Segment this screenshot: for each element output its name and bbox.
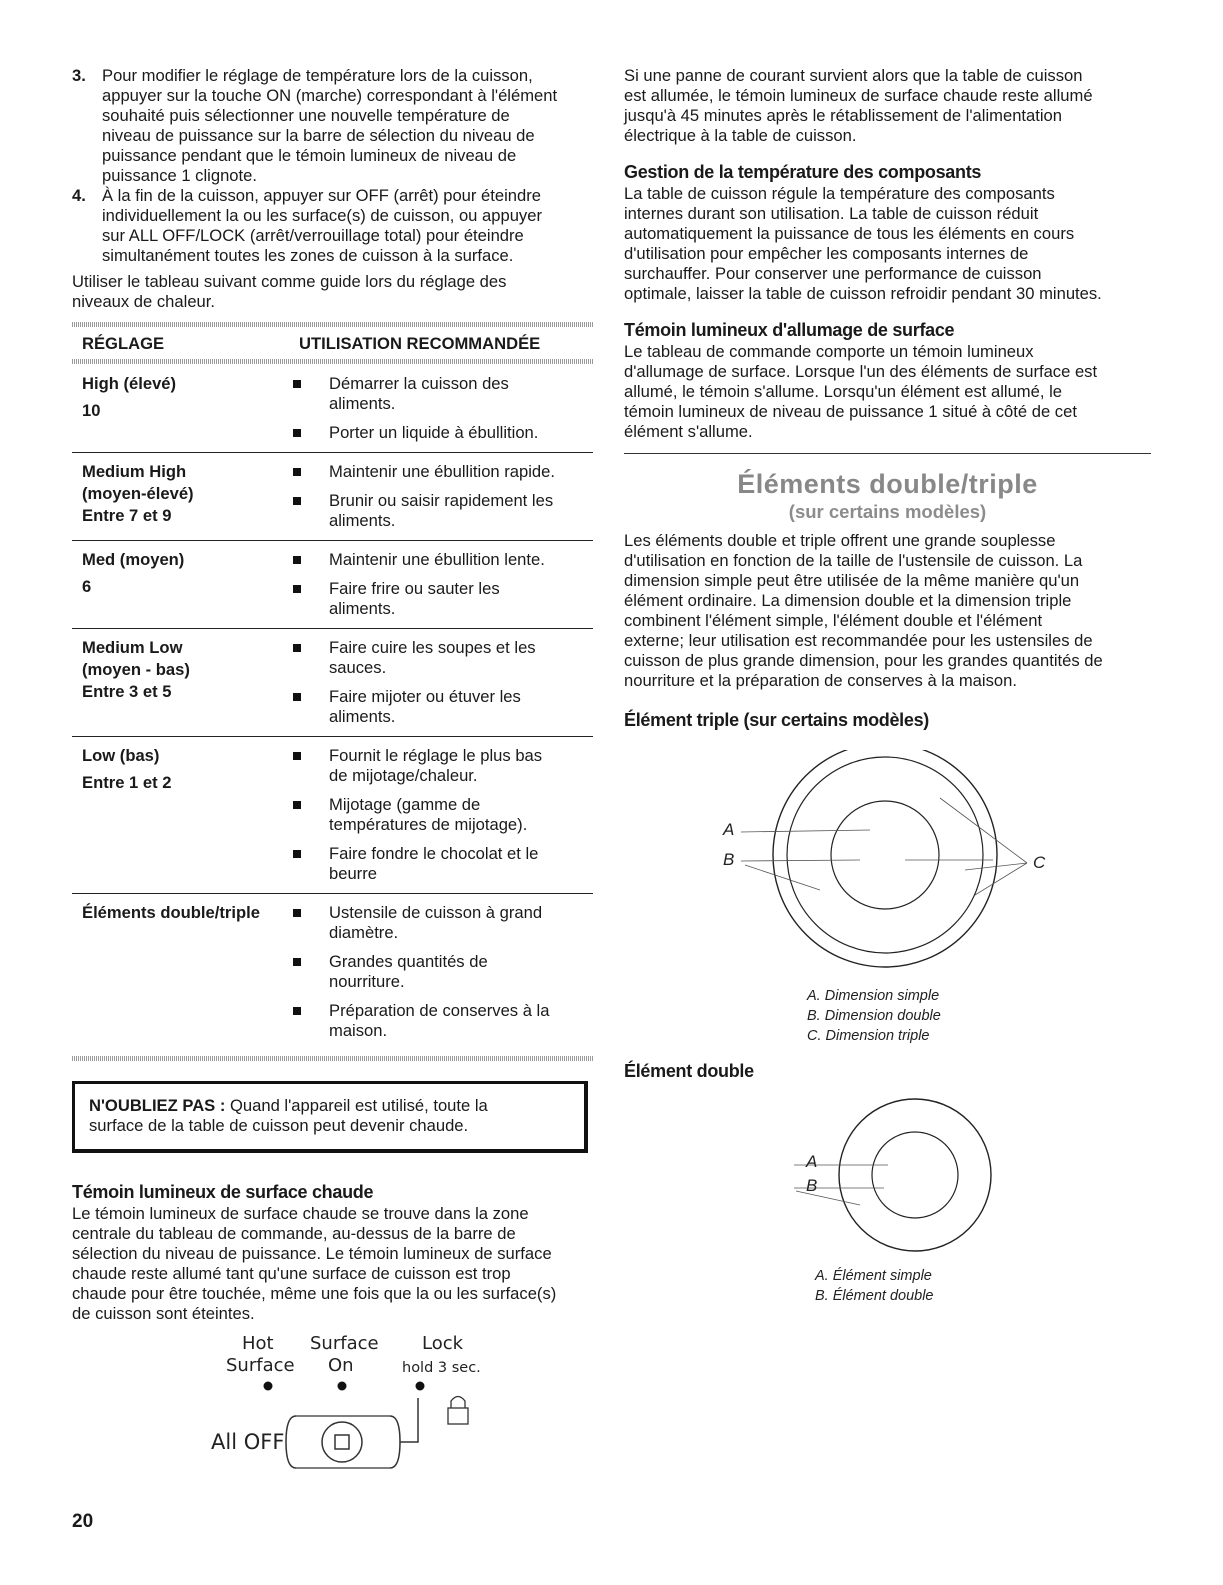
setting-label bbox=[82, 746, 289, 884]
text-line: Pour modifier le réglage de température lors de la cuisson, bbox=[102, 66, 533, 85]
list-item bbox=[289, 844, 593, 884]
setting-label bbox=[82, 462, 289, 531]
reminder-line bbox=[89, 1096, 570, 1116]
section-heading: Témoin lumineux de surface chaude bbox=[72, 1182, 374, 1202]
table-intro bbox=[72, 272, 594, 312]
item-line: aliments. bbox=[329, 394, 396, 413]
double-triple-paragraph bbox=[624, 531, 1151, 691]
usage-list bbox=[289, 550, 593, 619]
text-line: La table de cuisson régule la température des composants bbox=[624, 184, 1055, 203]
text-line: nourriture et la préparation de conserves à la maison. bbox=[624, 671, 1017, 690]
setting-label bbox=[82, 638, 289, 727]
section-subtitle: (sur certains modèles) bbox=[788, 501, 987, 522]
lock-label: Lock bbox=[422, 1333, 464, 1354]
step-number: 4. bbox=[72, 186, 86, 205]
double-ring bbox=[839, 1099, 991, 1251]
text-line: est allumée, le témoin lumineux de surface chaude reste allumé bbox=[624, 86, 1093, 105]
item-line: Ustensile de cuisson à grand bbox=[329, 903, 543, 922]
surface-on-label: Surface bbox=[310, 1333, 379, 1354]
item-line: Fournit le réglage le plus bas bbox=[329, 746, 543, 765]
text-line: internes durant son utilisation. La table de cuisson réduit bbox=[624, 204, 1039, 223]
text-line: automatiquement la puissance de tous les éléments en cours bbox=[624, 224, 1075, 243]
table-row bbox=[72, 628, 593, 736]
text-line: appuyer sur la touche ON (marche) correspondant à l'élément bbox=[102, 86, 558, 105]
list-item bbox=[289, 550, 593, 570]
text-line: électrique à la table de cuisson. bbox=[624, 126, 857, 145]
item-line: aliments. bbox=[329, 599, 396, 618]
item-line: aliments. bbox=[329, 511, 396, 530]
text-line: Si une panne de courant survient alors que la table de cuisson bbox=[624, 66, 1083, 85]
bullet-icon bbox=[293, 801, 301, 809]
text-line: d'utilisation pour empêcher les composants internes de bbox=[624, 244, 1029, 263]
reminder-text: Quand l'appareil est utilisé, toute la bbox=[225, 1096, 488, 1115]
simple-ring bbox=[831, 801, 939, 909]
right-column bbox=[624, 66, 1151, 732]
label-line: Medium High bbox=[82, 462, 187, 481]
text-line: jusqu'à 45 minutes après le rétablissement de l'alimentation bbox=[624, 106, 1063, 125]
label-b: B bbox=[806, 1176, 818, 1195]
reminder-text: surface de la table de cuisson peut devenir chaude. bbox=[89, 1116, 469, 1135]
item-line: diamètre. bbox=[329, 923, 399, 942]
text-line: dimension simple peut être utilisée de la même manière qu'un bbox=[624, 571, 1080, 590]
double-caption bbox=[815, 1266, 934, 1306]
item-line: Faire cuire les soupes et les bbox=[329, 638, 536, 657]
text-line: chaude reste allumé tant qu'une surface de cuisson est trop bbox=[72, 1264, 511, 1283]
table-row bbox=[72, 893, 593, 1050]
section-heading: Élément double bbox=[624, 1061, 754, 1081]
bullet-icon bbox=[293, 693, 301, 701]
text-line: chaude pour être touchée, même une fois que la ou les surface(s) bbox=[72, 1284, 557, 1303]
text-line: Les éléments double et triple offrent une grande souplesse bbox=[624, 531, 1056, 550]
text-line: de cuisson sont éteintes. bbox=[72, 1304, 255, 1323]
bullet-icon bbox=[293, 468, 301, 476]
label-line: Medium Low bbox=[82, 638, 183, 657]
caption-line: B. Dimension double bbox=[807, 1008, 941, 1024]
label-line: Entre 7 et 9 bbox=[82, 506, 172, 525]
text-line: niveaux de chaleur. bbox=[72, 292, 215, 311]
hot-surface-section bbox=[72, 1181, 594, 1324]
text-line: puissance 1 clignote. bbox=[102, 166, 257, 185]
all-off-label: All OFF bbox=[211, 1430, 285, 1454]
text-line: puissance pendant que le témoin lumineux de niveau de bbox=[102, 146, 517, 165]
label-b: B bbox=[723, 850, 735, 869]
text-line: externe; leur utilisation est recommandée pour les ustensiles de bbox=[624, 631, 1093, 650]
text-line: élément ordinaire. La dimension double et la dimension triple bbox=[624, 591, 1072, 610]
list-item bbox=[289, 423, 593, 443]
label-line: (moyen - bas) bbox=[82, 660, 190, 679]
list-item bbox=[289, 795, 593, 835]
usage-list bbox=[289, 638, 593, 727]
text-line: d'allumage de surface. Lorsque l'un des éléments de surface est bbox=[624, 362, 1098, 381]
section-heading: Élément triple (sur certains modèles) bbox=[624, 710, 929, 730]
label-line: High (élevé) bbox=[82, 374, 177, 393]
caption-line: B. Élément double bbox=[815, 1288, 934, 1304]
bullet-icon bbox=[293, 497, 301, 505]
bullet-icon bbox=[293, 909, 301, 917]
bullet-icon bbox=[293, 380, 301, 388]
text-line: surchauffer. Pour conserver une performance de cuisson bbox=[624, 264, 1042, 283]
heat-settings-table bbox=[72, 322, 593, 1061]
text-line: sélection du niveau de puissance. Le témoin lumineux de surface bbox=[72, 1244, 552, 1263]
indicator-light-paragraph bbox=[624, 342, 1151, 442]
bullet-icon bbox=[293, 556, 301, 564]
text-line: Le témoin lumineux de surface chaude se trouve dans la zone bbox=[72, 1204, 529, 1223]
item-line: Brunir ou saisir rapidement les bbox=[329, 491, 554, 510]
usage-list bbox=[289, 903, 593, 1041]
list-item bbox=[289, 952, 593, 992]
list-item bbox=[289, 374, 593, 414]
left-column bbox=[72, 66, 594, 312]
list-item bbox=[289, 462, 593, 482]
item-line: Grandes quantités de bbox=[329, 952, 488, 971]
bullet-icon bbox=[293, 850, 301, 858]
label-line: 6 bbox=[82, 577, 92, 596]
bullet-icon bbox=[293, 644, 301, 652]
item-line: Faire fondre le chocolat et le bbox=[329, 844, 539, 863]
table-header bbox=[72, 327, 593, 359]
table-row bbox=[72, 540, 593, 628]
usage-list bbox=[289, 462, 593, 531]
caption-line: A. Dimension simple bbox=[807, 988, 940, 1004]
text-line: témoin lumineux de niveau de puissance 1 situé à côté de cet bbox=[624, 402, 1077, 421]
text-line: À la fin de la cuisson, appuyer sur OFF (arrêt) pour éteindre bbox=[102, 186, 542, 205]
item-line: températures de mijotage). bbox=[329, 815, 528, 834]
text-line: centrale du tableau de commande, au-dessus de la barre de bbox=[72, 1224, 516, 1243]
caption-line: A. Élément simple bbox=[815, 1268, 932, 1284]
simple-ring bbox=[872, 1132, 958, 1218]
text-line: souhaité puis sélectionner une nouvelle température de bbox=[102, 106, 510, 125]
text-line: optimale, laisser la table de cuisson refroidir pendant 30 minutes. bbox=[624, 284, 1102, 303]
temperature-paragraph bbox=[624, 184, 1151, 304]
section-heading: Témoin lumineux d'allumage de surface bbox=[624, 320, 955, 340]
column-header-setting: RÉGLAGE bbox=[82, 334, 165, 353]
item-line: Maintenir une ébullition lente. bbox=[329, 550, 545, 569]
table-row bbox=[72, 736, 593, 893]
label-line: Entre 1 et 2 bbox=[82, 773, 172, 792]
caption-line: C. Dimension triple bbox=[807, 1028, 930, 1044]
text-line: simultanément toutes les zones de cuisson à la surface. bbox=[102, 246, 514, 265]
label-line: Low (bas) bbox=[82, 746, 160, 765]
text-line: élément s'allume. bbox=[624, 422, 753, 441]
item-line: aliments. bbox=[329, 707, 396, 726]
bullet-icon bbox=[293, 1007, 301, 1015]
text-line: cuisson de plus grande dimension, pour les grandes quantités de bbox=[624, 651, 1103, 670]
label-line: Éléments double/triple bbox=[82, 903, 260, 922]
text-line: combinent l'élément simple, l'élément double et l'élément bbox=[624, 611, 1043, 630]
hot-surface-label: Hot bbox=[242, 1333, 274, 1354]
setting-label bbox=[82, 550, 289, 619]
label-line: Entre 3 et 5 bbox=[82, 682, 172, 701]
triple-element-diagram bbox=[715, 750, 1055, 970]
section-heading: Gestion de la température des composants bbox=[624, 162, 982, 182]
triple-caption bbox=[807, 986, 941, 1046]
item-line: Mijotage (gamme de bbox=[329, 795, 481, 814]
table-row bbox=[72, 364, 593, 452]
double-ring bbox=[787, 757, 983, 953]
label-a: A bbox=[806, 1152, 818, 1171]
item-line: de mijotage/chaleur. bbox=[329, 766, 478, 785]
label-line: (moyen-élevé) bbox=[82, 484, 194, 503]
lock-hold-label: hold 3 sec. bbox=[402, 1360, 481, 1376]
bullet-icon bbox=[293, 429, 301, 437]
text-line: d'utilisation en fonction de la taille de l'ustensile de cuisson. La bbox=[624, 551, 1083, 570]
indicator-dot bbox=[264, 1382, 273, 1391]
reminder-label: N'OUBLIEZ PAS : bbox=[89, 1096, 226, 1115]
surface-on-label: On bbox=[328, 1355, 354, 1376]
item-line: Faire frire ou sauter les bbox=[329, 579, 500, 598]
divider bbox=[72, 1056, 593, 1061]
section-title: Éléments double/triple bbox=[737, 469, 1038, 499]
step-number: 3. bbox=[72, 66, 86, 85]
setting-label bbox=[82, 903, 289, 1041]
usage-list bbox=[289, 374, 593, 443]
list-item bbox=[289, 1001, 593, 1041]
table-row bbox=[72, 452, 593, 540]
control-panel-illustration bbox=[200, 1330, 500, 1480]
text-line: allumé, le témoin s'allume. Lorsqu'un élément est allumé, le bbox=[624, 382, 1062, 401]
item-line: beurre bbox=[329, 864, 377, 883]
item-line: Porter un liquide à ébullition. bbox=[329, 423, 539, 442]
text-line: niveau de puissance sur la barre de sélection du niveau de bbox=[102, 126, 535, 145]
bullet-icon bbox=[293, 752, 301, 760]
setting-label bbox=[82, 374, 289, 443]
page-number: 20 bbox=[72, 1511, 94, 1532]
text-line: individuellement la ou les surface(s) de cuisson, ou appuyer bbox=[102, 206, 542, 225]
item-line: Démarrer la cuisson des bbox=[329, 374, 509, 393]
list-item bbox=[289, 491, 593, 531]
indicator-dot bbox=[338, 1382, 347, 1391]
text-line: Utiliser le tableau suivant comme guide lors du réglage des bbox=[72, 272, 507, 291]
step-4 bbox=[72, 186, 594, 266]
list-item bbox=[289, 687, 593, 727]
label-c: C bbox=[1033, 853, 1046, 872]
list-item bbox=[289, 903, 593, 943]
power-outage-paragraph bbox=[624, 66, 1151, 146]
hot-surface-label: Surface bbox=[226, 1355, 295, 1376]
list-item bbox=[289, 638, 593, 678]
triple-outer-ring bbox=[773, 750, 997, 967]
label-a: A bbox=[723, 820, 735, 839]
usage-list bbox=[289, 746, 593, 884]
text-line: sur ALL OFF/LOCK (arrêt/verrouillage total) pour éteindre bbox=[102, 226, 524, 245]
item-line: Préparation de conserves à la bbox=[329, 1001, 550, 1020]
section-divider bbox=[624, 453, 1151, 454]
item-line: Faire mijoter ou étuver les bbox=[329, 687, 521, 706]
bullet-icon bbox=[293, 585, 301, 593]
label-line: 10 bbox=[82, 401, 101, 420]
reminder-box bbox=[72, 1081, 588, 1153]
column-header-usage: UTILISATION RECOMMANDÉE bbox=[299, 334, 541, 353]
item-line: sauces. bbox=[329, 658, 387, 677]
item-line: maison. bbox=[329, 1021, 388, 1040]
step-3 bbox=[72, 66, 594, 186]
item-line: Maintenir une ébullition rapide. bbox=[329, 462, 556, 481]
text-line: Le tableau de commande comporte un témoin lumineux bbox=[624, 342, 1034, 361]
indicator-dot bbox=[416, 1382, 425, 1391]
item-line: nourriture. bbox=[329, 972, 405, 991]
list-item bbox=[289, 746, 593, 786]
bullet-icon bbox=[293, 958, 301, 966]
control-panel-drawing bbox=[200, 1330, 500, 1480]
label-line: Med (moyen) bbox=[82, 550, 185, 569]
list-item bbox=[289, 579, 593, 619]
